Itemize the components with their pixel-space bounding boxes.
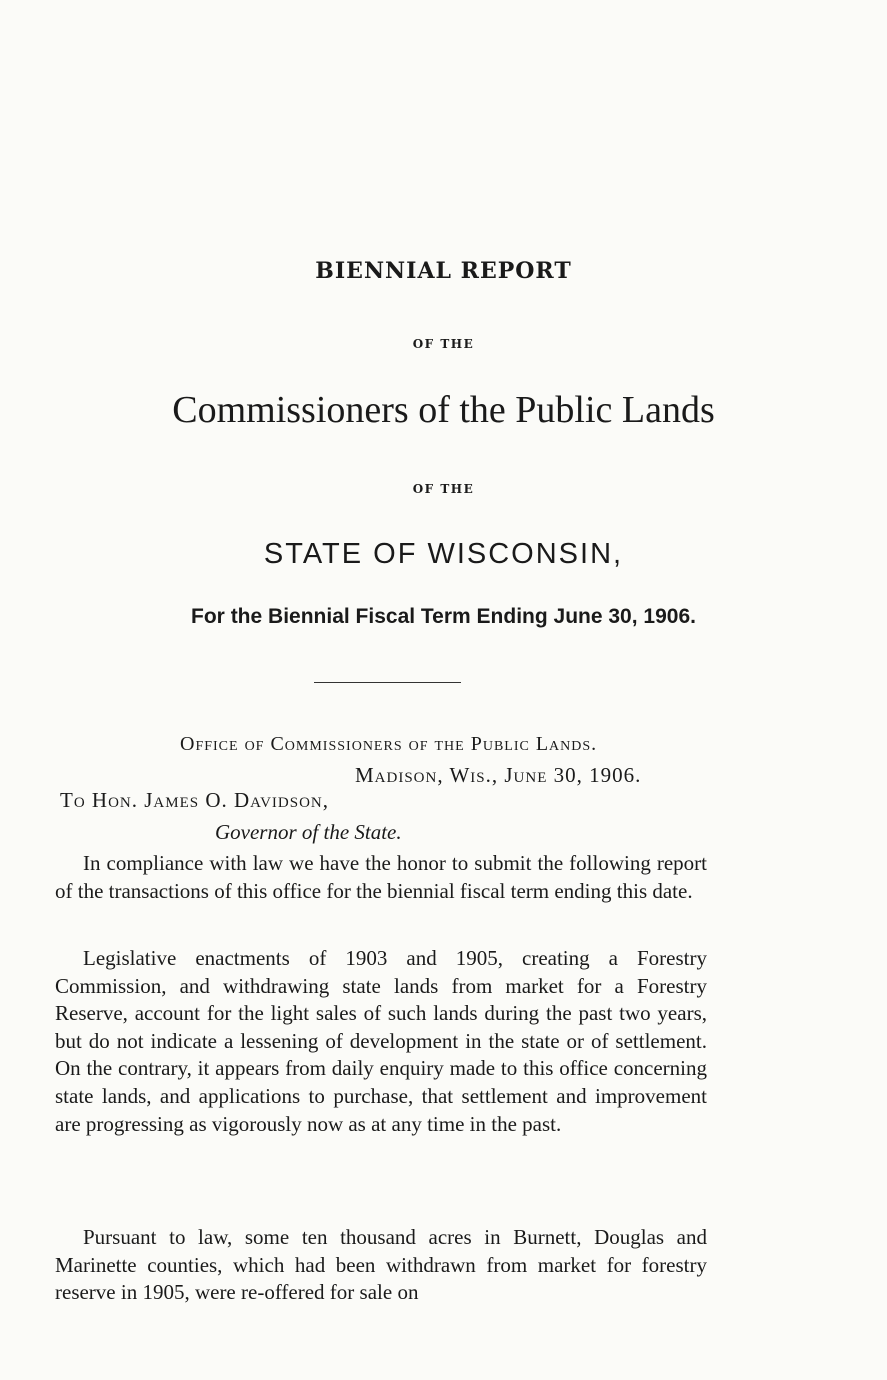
office-line: Office of Commissioners of the Public Lands.: [180, 733, 598, 755]
paragraph: In compliance with law we have the honor to submit the following report of the transactions of this office for the biennial fiscal term ending this date.: [55, 851, 707, 903]
commissioners-heading: Commissioners of the Public Lands: [172, 389, 715, 431]
dateline: Madison, Wis., June 30, 1906.: [355, 763, 642, 787]
of-the-heading-2: OF THE: [412, 482, 475, 496]
of-the-heading: OF THE: [412, 337, 475, 351]
state-heading: STATE OF WISCONSIN,: [263, 538, 624, 570]
paragraph: Legislative enactments of 1903 and 1905, creating a Forestry Commission, and withdrawing state lands from market for a Forestry Reserve, account for the light sales of such lands during the past two years, but do not indicate a lessening of development in the state or of settlement. On the contrary, it appears from daily enquiry made to this office concerning state lands, and applications to purchase, that settlement and improvement are progressing as vigorously now as at any time in the past.: [55, 946, 707, 1136]
fiscal-term-heading: For the Biennial Fiscal Term Ending June 30, 1906.: [191, 605, 696, 628]
paragraph: Pursuant to law, some ten thousand acres in Burnett, Douglas and Marinette counties, which had been withdrawn from market for forestry reserve in 1905, were re-offered for sale on: [55, 1225, 707, 1305]
divider-rule: [314, 682, 461, 683]
report-title: BIENNIAL REPORT: [315, 258, 572, 284]
addressee: To Hon. James O. Davidson,: [60, 788, 329, 812]
addressee-title: Governor of the State.: [215, 820, 402, 844]
